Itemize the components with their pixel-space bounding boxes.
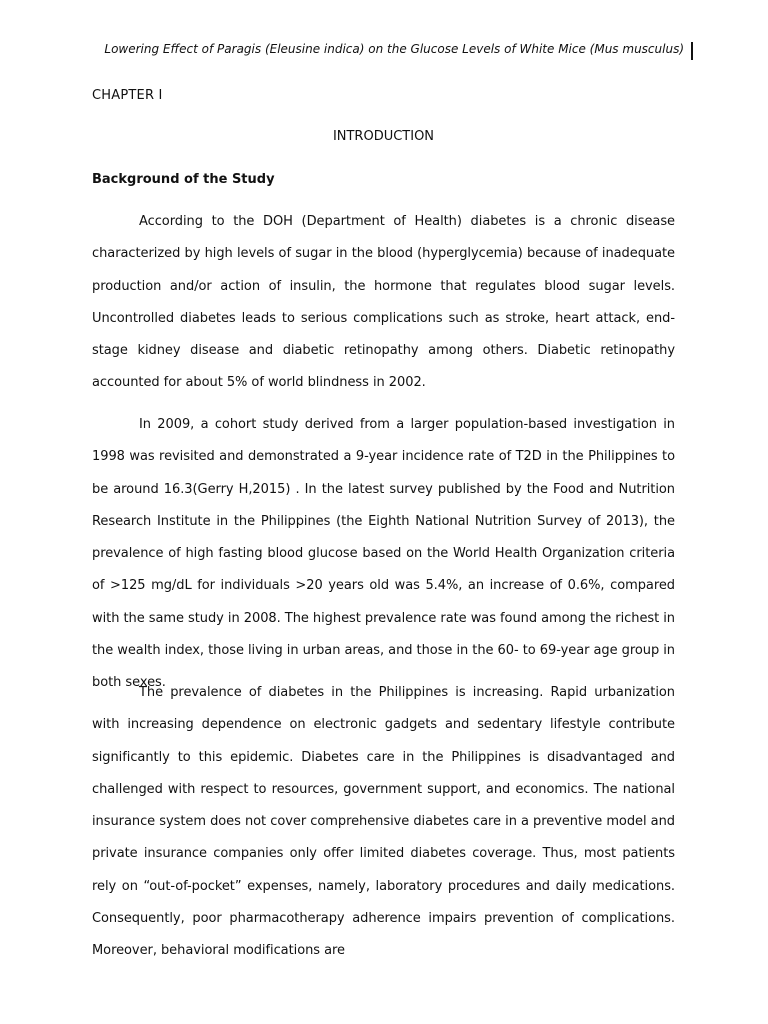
chapter-heading: CHAPTER I xyxy=(92,88,163,103)
subsection-heading: Background of the Study xyxy=(92,172,275,187)
section-title: INTRODUCTION xyxy=(332,129,435,144)
running-header: Lowering Effect of Paragis (Eleusine indica) on the Glucose Levels of White Mice (Mus musculus) xyxy=(104,42,684,56)
text-cursor xyxy=(691,42,693,60)
body-paragraph: The prevalence of diabetes in the Philippines is increasing. Rapid urbanization with increasing dependence on electronic gadgets and sedentary lifestyle contribute significantly to this epidemic. Diabetes care in the Philippines is disadvantaged and challenged with respect to resources, government support, and economics. The national insurance system does not cover comprehensive diabetes care in a preventive model and private insurance companies only offer limited diabetes coverage. Thus, most patients rely on “out-of-pocket” expenses, namely, laboratory procedures and daily medications. Consequently, poor pharmacotherapy adherence impairs prevention of complications. Moreover, behavioral modifications are xyxy=(92,685,675,959)
body-paragraph: According to the DOH (Department of Health) diabetes is a chronic disease characterized by high levels of sugar in the blood (hyperglycemia) because of inadequate production and/or action of insulin, the hormone that regulates blood sugar levels. Uncontrolled diabetes leads to serious complications such as stroke, heart attack, end-stage kidney disease and diabetic retinopathy among others. Diabetic retinopathy accounted for about 5% of world blindness in 2002. xyxy=(92,214,675,391)
body-paragraph: In 2009, a cohort study derived from a larger population-based investigation in 1998 was revisited and demonstrated a 9-year incidence rate of T2D in the Philippines to be around 16.3(Gerry H,2015) . In the latest survey published by the Food and Nutrition Research Institute in the Philippines (the Eighth National Nutrition Survey of 2013), the prevalence of high fasting blood glucose based on the World Health Organization criteria of >125 mg/dL for individuals >20 years old was 5.4%, an increase of 0.6%, compared with the same study in 2008. The highest prevalence rate was found among the richest in the wealth index, those living in urban areas, and those in the 60- to 69-year age group in both sexes. xyxy=(92,417,675,691)
